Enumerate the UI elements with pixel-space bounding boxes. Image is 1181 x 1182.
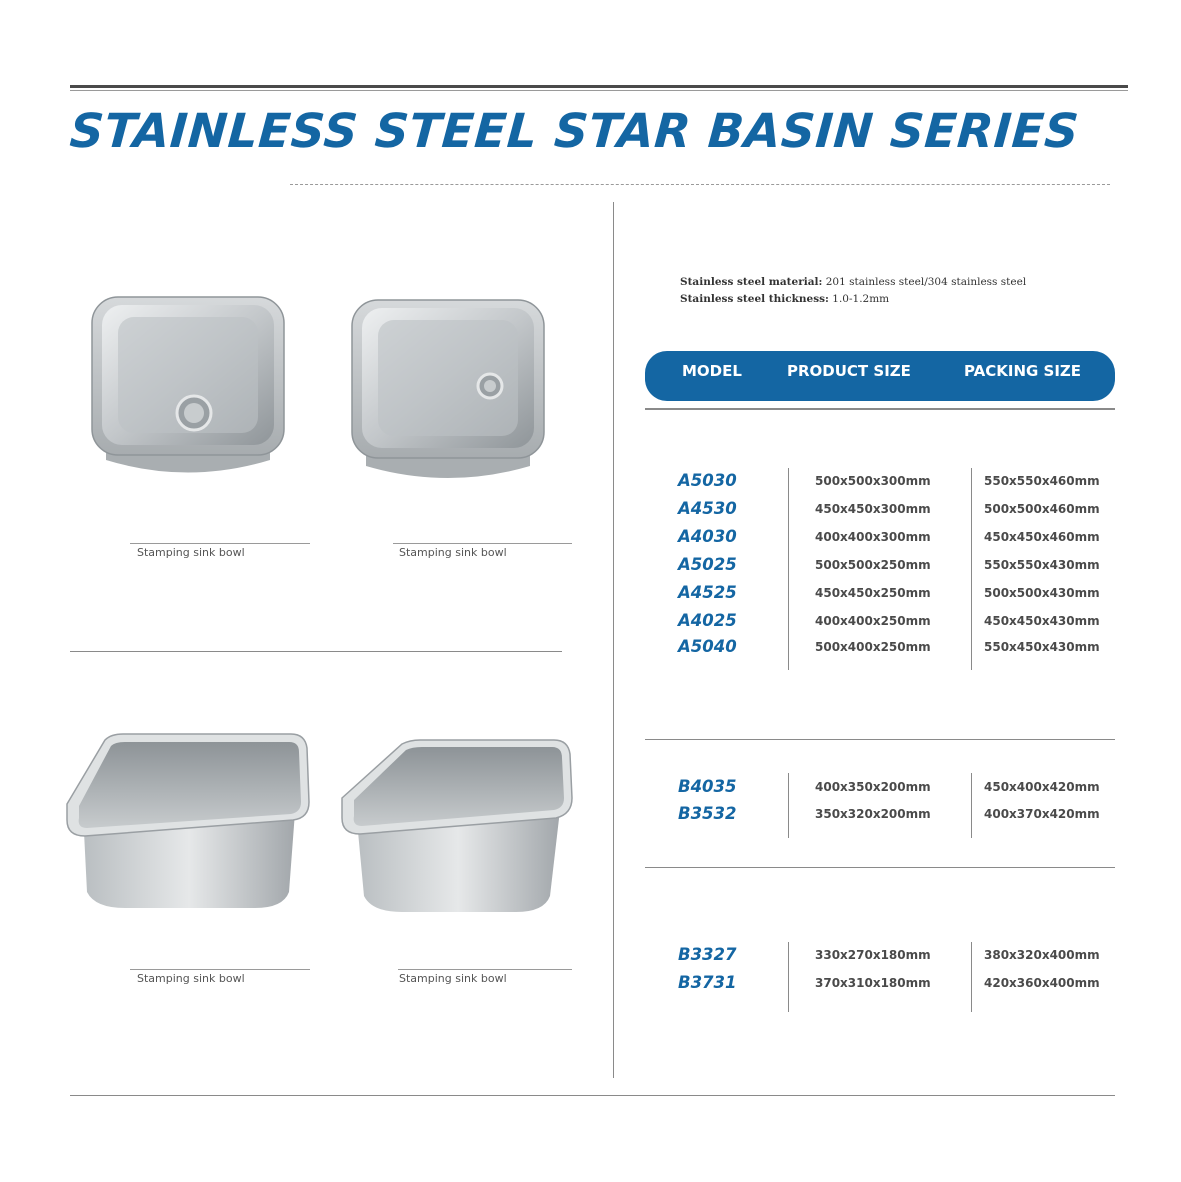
product-caption: Stamping sink bowl [137,972,245,985]
model-cell: A4025 [678,611,737,630]
packing-size-cell: 380x320x400mm [984,948,1100,962]
model-cell: A4530 [678,499,737,518]
caption-underline [393,543,572,544]
column-divider [788,468,789,670]
bottom-rule [70,1095,1115,1096]
model-cell: B3327 [678,945,737,964]
header-model: MODEL [682,362,742,380]
product-size-cell: 450x450x300mm [815,502,931,516]
product-size-cell: 500x400x250mm [815,640,931,654]
packing-size-cell: 550x550x430mm [984,558,1100,572]
packing-size-cell: 420x360x400mm [984,976,1100,990]
caption-underline [398,969,572,970]
model-cell: A5025 [678,555,737,574]
vertical-divider [613,202,614,1078]
model-cell: A5030 [678,471,737,490]
product-caption: Stamping sink bowl [137,546,245,559]
model-cell: A4030 [678,527,737,546]
dashed-divider [290,184,1110,185]
model-cell: B3731 [678,973,737,992]
top-rule-thin [70,90,1128,91]
square-sink-image-2 [348,298,548,488]
caption-underline [130,543,310,544]
column-divider [788,942,789,1012]
packing-size-cell: 450x400x420mm [984,780,1100,794]
product-caption: Stamping sink bowl [399,546,507,559]
group-divider [645,867,1115,868]
page-title: STAINLESS STEEL STAR BASIN SERIES [68,104,1081,159]
packing-size-cell: 450x450x460mm [984,530,1100,544]
product-size-cell: 330x270x180mm [815,948,931,962]
left-horizontal-divider [70,651,562,652]
product-size-cell: 450x450x250mm [815,586,931,600]
model-cell: A4525 [678,583,737,602]
packing-size-cell: 500x500x460mm [984,502,1100,516]
packing-size-cell: 500x500x430mm [984,586,1100,600]
group-divider [645,739,1115,740]
material-spec: Stainless steel material: 201 stainless steel/304 stainless steel [680,276,1027,288]
product-size-cell: 370x310x180mm [815,976,931,990]
header-product-size: PRODUCT SIZE [787,362,911,380]
model-cell: A5040 [678,637,737,656]
packing-size-cell: 550x450x430mm [984,640,1100,654]
product-size-cell: 400x350x200mm [815,780,931,794]
product-size-cell: 500x500x250mm [815,558,931,572]
column-divider [971,773,972,838]
rectangular-bowl-image-2 [340,738,576,916]
product-size-cell: 500x500x300mm [815,474,931,488]
model-cell: B3532 [678,804,737,823]
product-caption: Stamping sink bowl [399,972,507,985]
product-size-cell: 400x400x250mm [815,614,931,628]
product-size-cell: 350x320x200mm [815,807,931,821]
rectangular-bowl-image-1 [65,732,313,912]
thickness-spec: Stainless steel thickness: 1.0-1.2mm [680,293,890,305]
header-underline [645,408,1115,410]
square-sink-image-1 [88,295,288,485]
model-cell: B4035 [678,777,737,796]
packing-size-cell: 400x370x420mm [984,807,1100,821]
product-size-cell: 400x400x300mm [815,530,931,544]
packing-size-cell: 450x450x430mm [984,614,1100,628]
header-packing-size: PACKING SIZE [964,362,1082,380]
column-divider [971,468,972,670]
top-rule-thick [70,85,1128,88]
caption-underline [130,969,310,970]
column-divider [788,773,789,838]
packing-size-cell: 550x550x460mm [984,474,1100,488]
column-divider [971,942,972,1012]
